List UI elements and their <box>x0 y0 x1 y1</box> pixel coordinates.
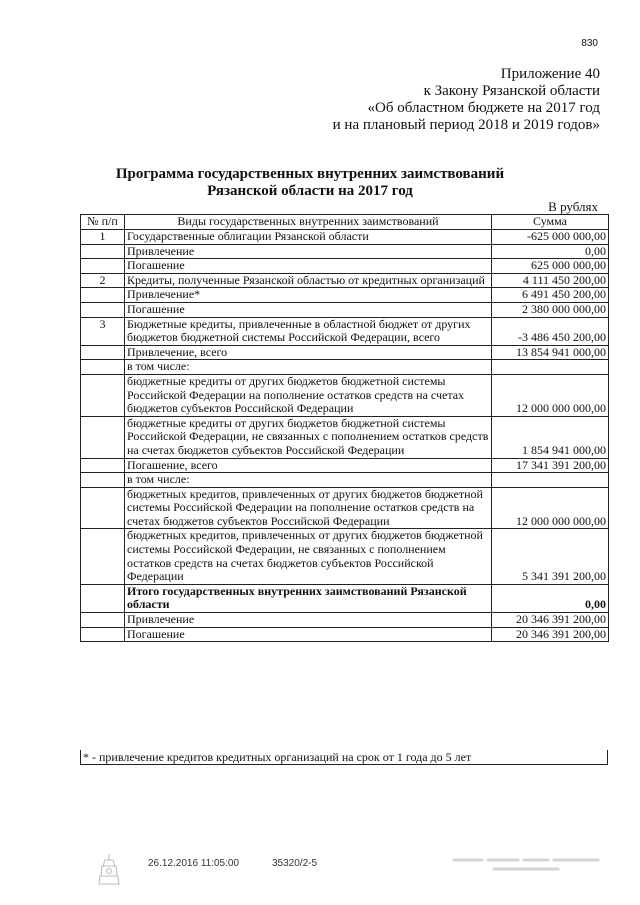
table-row <box>81 458 609 473</box>
row-name-cell: Привлечение* <box>125 288 492 303</box>
row-sum-cell: 625 000 000,00 <box>492 259 609 274</box>
header-num: № п/п <box>81 215 125 230</box>
appendix-header <box>180 66 600 134</box>
row-name-cell: бюджетные кредиты от других бюджетов бюджетной системы Российской Федерации на пополнение остатков средств на счетах бюджетов субъектов Российской Федерации <box>125 374 492 416</box>
title-line-1: Программа государственных внутренних заимствований <box>115 166 505 182</box>
row-sum-cell: 5 341 391 200,00 <box>492 529 609 584</box>
row-name-cell: Бюджетные кредиты, привлеченные в областной бюджет от других бюджетов бюджетной системы Российской Федерации, всего <box>125 317 492 345</box>
row-sum-cell: 0,00 <box>492 584 609 612</box>
appendix-line-2: к Закону Рязанской области <box>423 83 600 99</box>
table-row <box>81 627 609 642</box>
row-name-cell: бюджетных кредитов, привлеченных от других бюджетов бюджетной системы Российской Федерации, не связанных с пополнением остатков средств на счетах бюджетов субъектов Российской Федерации <box>125 529 492 584</box>
table-body <box>81 230 609 642</box>
table-row <box>81 360 609 375</box>
row-name-cell: Привлечение <box>125 613 492 628</box>
row-name-cell: в том числе: <box>125 360 492 375</box>
row-name-cell: бюджетные кредиты от других бюджетов бюджетной системы Российской Федерации, не связанных с пополнением остатков средств на счетах бюджетов субъектов Российской Федерации <box>125 416 492 458</box>
row-name-cell: Привлечение, всего <box>125 345 492 360</box>
table-row <box>81 317 609 345</box>
table-row <box>81 584 609 612</box>
row-number-cell <box>81 345 125 360</box>
row-sum-cell: 1 854 941 000,00 <box>492 416 609 458</box>
title-line-2: Рязанской области на 2017 год <box>207 183 413 199</box>
table-row <box>81 273 609 288</box>
row-number-cell <box>81 584 125 612</box>
header-name: Виды государственных внутренних заимствований <box>125 215 492 230</box>
row-sum-cell: 4 111 450 200,00 <box>492 273 609 288</box>
table-row <box>81 374 609 416</box>
row-sum-cell: 6 491 450 200,00 <box>492 288 609 303</box>
page-number: 830 <box>581 38 598 49</box>
row-sum-cell <box>492 473 609 488</box>
faint-stamp-icon <box>448 855 608 875</box>
row-sum-cell: -3 486 450 200,00 <box>492 317 609 345</box>
table-row <box>81 529 609 584</box>
row-number-cell <box>81 529 125 584</box>
stamp-code: 35320/2-5 <box>272 858 318 869</box>
appendix-line-4: и на плановый период 2018 и 2019 годов» <box>332 117 600 133</box>
row-name-cell: Кредиты, полученные Рязанской областью от кредитных организаций <box>125 273 492 288</box>
row-sum-cell: 2 380 000 000,00 <box>492 302 609 317</box>
row-number-cell <box>81 473 125 488</box>
table-row <box>81 416 609 458</box>
emblem-icon <box>98 852 120 886</box>
row-number-cell <box>81 458 125 473</box>
row-name-cell: Погашение <box>125 627 492 642</box>
row-number-cell <box>81 288 125 303</box>
row-number-cell <box>81 374 125 416</box>
row-name-cell: Привлечение <box>125 244 492 259</box>
row-name-cell: Итого государственных внутренних заимствований Рязанской области <box>125 584 492 612</box>
table-row <box>81 302 609 317</box>
row-number-cell: 1 <box>81 230 125 245</box>
units-label: В рублях <box>548 199 598 214</box>
row-sum-cell: -625 000 000,00 <box>492 230 609 245</box>
row-name-cell: Государственные облигации Рязанской области <box>125 230 492 245</box>
row-number-cell <box>81 360 125 375</box>
row-name-cell: Погашение <box>125 259 492 274</box>
header-sum: Сумма <box>492 215 609 230</box>
row-number-cell <box>81 302 125 317</box>
table-row <box>81 259 609 274</box>
borrowings-table <box>80 214 609 642</box>
row-number-cell <box>81 244 125 259</box>
row-name-cell: бюджетных кредитов, привлеченных от других бюджетов бюджетной системы Российской Федерации на пополнение остатков средств на счетах бюджетов субъектов Российской Федерации <box>125 487 492 529</box>
stamp-date: 26.12.2016 11:05:00 <box>148 858 240 869</box>
table-row <box>81 613 609 628</box>
row-name-cell: Погашение <box>125 302 492 317</box>
row-sum-cell: 13 854 941 000,00 <box>492 345 609 360</box>
row-number-cell <box>81 416 125 458</box>
row-number-cell <box>81 613 125 628</box>
table-row <box>81 487 609 529</box>
footnote: * - привлечение кредитов кредитных организаций на срок от 1 года до 5 лет <box>80 750 608 765</box>
table-row <box>81 244 609 259</box>
table-row <box>81 345 609 360</box>
appendix-line-3: «Об областном бюджете на 2017 год <box>367 100 600 116</box>
row-sum-cell: 0,00 <box>492 244 609 259</box>
row-sum-cell: 20 346 391 200,00 <box>492 627 609 642</box>
row-sum-cell: 17 341 391 200,00 <box>492 458 609 473</box>
row-sum-cell: 12 000 000 000,00 <box>492 374 609 416</box>
table-row <box>81 473 609 488</box>
row-sum-cell: 12 000 000 000,00 <box>492 487 609 529</box>
row-number-cell: 3 <box>81 317 125 345</box>
row-number-cell <box>81 487 125 529</box>
table-row <box>81 288 609 303</box>
row-number-cell: 2 <box>81 273 125 288</box>
row-sum-cell <box>492 360 609 375</box>
row-number-cell <box>81 627 125 642</box>
appendix-line-1: Приложение 40 <box>500 66 600 82</box>
document-title <box>80 166 540 200</box>
row-sum-cell: 20 346 391 200,00 <box>492 613 609 628</box>
row-name-cell: в том числе: <box>125 473 492 488</box>
row-number-cell <box>81 259 125 274</box>
table-row <box>81 230 609 245</box>
table-header-row <box>81 215 609 230</box>
row-name-cell: Погашение, всего <box>125 458 492 473</box>
